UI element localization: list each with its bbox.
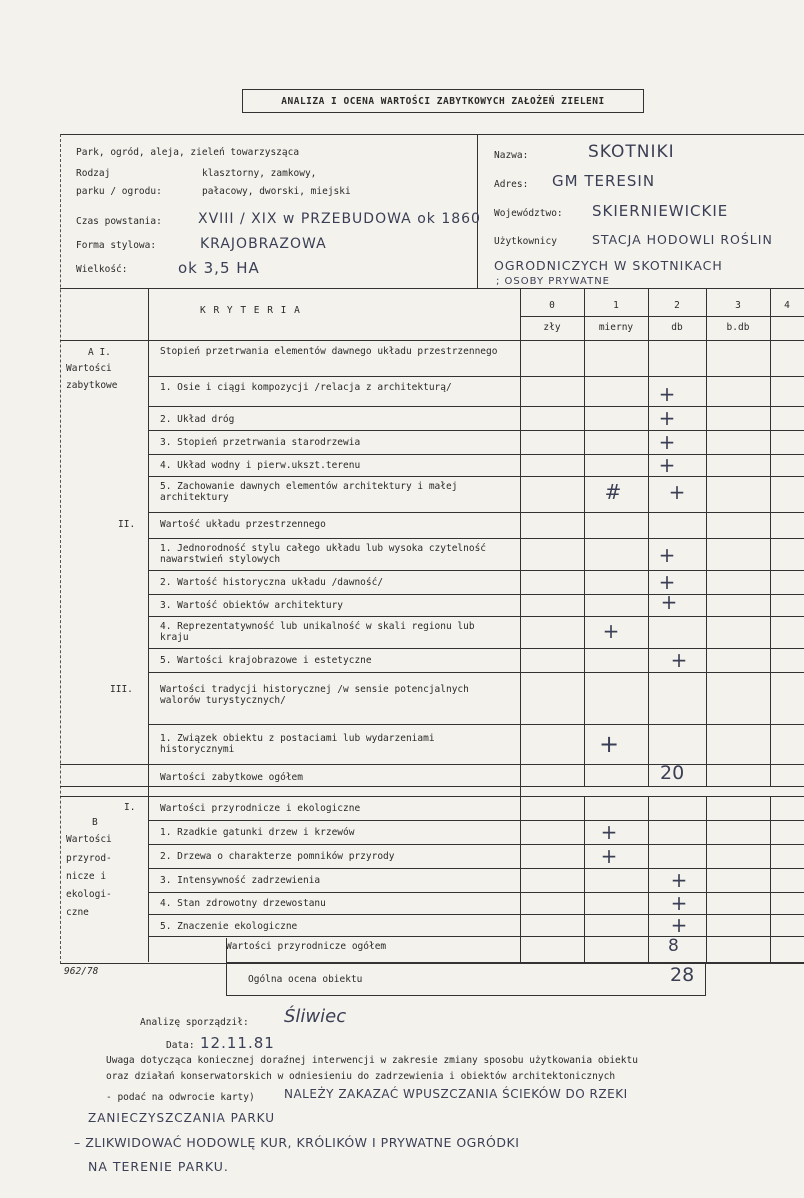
prepared-by-label: Analizę sporządził: (140, 1017, 249, 1028)
criterion-row-9: 4. Reprezentatywność lub unikalność w skali regionu lub kraju (160, 621, 475, 643)
criterion-heading-3: Wartości tradycji historycznej /w sensie potencjalnych walorów turystycznych/ (160, 684, 469, 706)
rodzaj-options-2: pałacowy, dworski, miejski (202, 186, 351, 197)
criterion-heading-2: Wartość układu przestrzennego (160, 519, 326, 530)
criterion-heading-1: Stopień przetrwania elementów dawnego układu przestrzennego (160, 346, 498, 357)
section-a-roman-ii: II. (118, 519, 136, 530)
section-a-roman: A I. (88, 347, 111, 358)
adres-label: Adres: (494, 179, 529, 190)
criterion-row-13: 2. Drzewa o charakterze pomników przyrody (160, 851, 395, 862)
section-b-label-5: czne (66, 907, 89, 918)
side-number: 962/78 (64, 966, 99, 977)
section-a-label-2: zabytkowe (66, 380, 118, 391)
criterion-heading-4: Wartości przyrodnicze i ekologiczne (160, 803, 361, 814)
section-b-letter: B (92, 817, 98, 828)
section-a-label-1: Wartości (66, 363, 112, 374)
uzytkownicy-value-1: STACJA HODOWLI ROŚLIN (592, 232, 773, 247)
document-title: ANALIZA I OCENA WARTOŚCI ZABYTKOWYCH ZAŁOŻEŃ ZIELENI (242, 89, 644, 113)
mark-row-5: + (668, 480, 686, 504)
criterion-row-1: 1. Osie i ciągi kompozycji /relacja z architekturą/ (160, 382, 452, 393)
overall-value: 28 (670, 964, 695, 986)
mark-row-12: + (600, 820, 618, 844)
date-label: Data: (166, 1040, 195, 1051)
criterion-row-15: 4. Stan zdrowotny drzewostanu (160, 898, 326, 909)
col-3-label: b.db (726, 322, 750, 333)
section-b-roman: I. (124, 802, 136, 813)
criterion-row-12: 1. Rzadkie gatunki drzew i krzewów (160, 827, 355, 838)
section-b-label-3: nicze i (66, 871, 107, 882)
criterion-row-7: 2. Wartość historyczna układu /dawność/ (160, 577, 384, 588)
criterion-row-16: 5. Znaczenie ekologiczne (160, 921, 298, 932)
col-3-num: 3 (735, 300, 741, 311)
wojewodztwo-label: Województwo: (494, 208, 563, 219)
criterion-row-8: 3. Wartość obiektów architektury (160, 600, 344, 611)
note-line-3-typed: - podać na odwrocie karty) (106, 1092, 255, 1103)
section-b-label-4: ekologi- (66, 889, 112, 900)
col-1-num: 1 (613, 300, 619, 311)
uzytkownicy-value-2: OGRODNICZYCH W SKOTNIKACH (494, 258, 723, 273)
wielkosc-label: Wielkość: (76, 264, 128, 275)
note-line-6-handwritten: NA TERENIE PARKU. (88, 1159, 229, 1174)
mark-row-8: + (660, 590, 678, 614)
col-1-label: mierny (598, 322, 634, 333)
note-line-4-handwritten: ZANIECZYSZCZANIA PARKU (88, 1111, 275, 1125)
overall-label: Ogólna ocena obiektu (248, 974, 363, 985)
rodzaj-options-1: klasztorny, zamkowy, (202, 168, 317, 179)
mark-row-5-crossed: # (604, 480, 622, 504)
wojewodztwo-value: SKIERNIEWICKIE (592, 202, 729, 220)
wielkosc-value: ok 3,5 HA (178, 259, 260, 277)
mark-row-9: + (602, 619, 620, 643)
col-2-num: 2 (674, 300, 680, 311)
nazwa-value: SKOTNIKI (588, 142, 675, 162)
forma-value: KRAJOBRAZOWA (200, 236, 327, 252)
criterion-row-14: 3. Intensywność zadrzewienia (160, 875, 321, 886)
parku-label: parku / ogrodu: (76, 186, 162, 197)
uzytkownicy-value-3: ; OSOBY PRYWATNE (496, 276, 610, 287)
criterion-row-4: 4. Układ wodny i pierw.ukszt.terenu (160, 460, 361, 471)
mark-row-14: + (670, 868, 688, 892)
criterion-row-10: 5. Wartości krajobrazowe i estetyczne (160, 655, 372, 666)
note-line-5-handwritten: – ZLIKWIDOWAĆ HODOWLĘ KUR, KRÓLIKÓW I PRYWATNE OGRÓDKI (74, 1135, 520, 1150)
criterion-row-2: 2. Układ dróg (160, 414, 235, 425)
note-line-3-handwritten: NALEŻY ZAKAZAĆ WPUSZCZANIA ŚCIEKÓW DO RZEKI (284, 1087, 628, 1101)
uzytkownicy-label: Użytkownicy (494, 236, 557, 247)
forma-label: Forma stylowa: (76, 240, 157, 251)
total-b-label: Wartości przyrodnicze ogółem (226, 941, 387, 952)
col-0-num: 0 (549, 300, 555, 311)
czas-value: XVIII / XIX w PRZEBUDOWA ok 1860 (198, 211, 481, 227)
total-a-value: 20 (660, 762, 685, 784)
rodzaj-label: Rodzaj (76, 168, 111, 179)
prepared-by-signature: Śliwiec (284, 1006, 347, 1027)
col-2-label: db (671, 322, 683, 333)
date-value: 12.11.81 (200, 1034, 275, 1052)
criterion-row-5: 5. Zachowanie dawnych elementów architektury i małej architektury (160, 481, 458, 503)
mark-row-6: + (658, 543, 676, 567)
mark-row-16: + (670, 913, 688, 937)
kryteria-header: K R Y T E R I A (200, 305, 301, 316)
mark-row-2: + (658, 406, 676, 430)
section-a-roman-iii: III. (110, 684, 133, 695)
adres-value: GM TERESIN (552, 172, 656, 190)
col-4-num: 4 (784, 300, 790, 311)
mark-row-7: + (658, 570, 676, 594)
criterion-row-3: 3. Stopień przetrwania starodrzewia (160, 437, 361, 448)
mark-row-10: + (670, 648, 688, 672)
col-0-label: zły (543, 322, 561, 333)
park-type-line: Park, ogród, aleja, zieleń towarzysząca (76, 147, 300, 158)
nazwa-label: Nazwa: (494, 150, 529, 161)
section-b-label-2: przyrod- (66, 853, 112, 864)
mark-row-11: + (598, 730, 620, 758)
note-line-1: Uwaga dotycząca koniecznej doraźnej interwencji w zakresie zmiany sposobu użytkowania obiektu (106, 1055, 638, 1066)
mark-row-13: + (600, 844, 618, 868)
mark-row-1: + (658, 382, 676, 406)
mark-row-4: + (658, 453, 676, 477)
criterion-row-11: 1. Związek obiektu z postaciami lub wydarzeniami historycznymi (160, 733, 435, 755)
criterion-row-6: 1. Jednorodność stylu całego układu lub wysoka czytelność nawarstwień stylowych (160, 543, 487, 565)
mark-row-3: + (658, 430, 676, 454)
total-a-label: Wartości zabytkowe ogółem (160, 772, 303, 783)
note-line-2: oraz działań konserwatorskich w odniesieniu do zadrzewienia i obiektów architektonicznych (106, 1071, 616, 1082)
mark-row-15: + (670, 891, 688, 915)
section-b-label-1: Wartości (66, 834, 112, 845)
czas-label: Czas powstania: (76, 216, 162, 227)
total-b-value: 8 (668, 936, 679, 956)
